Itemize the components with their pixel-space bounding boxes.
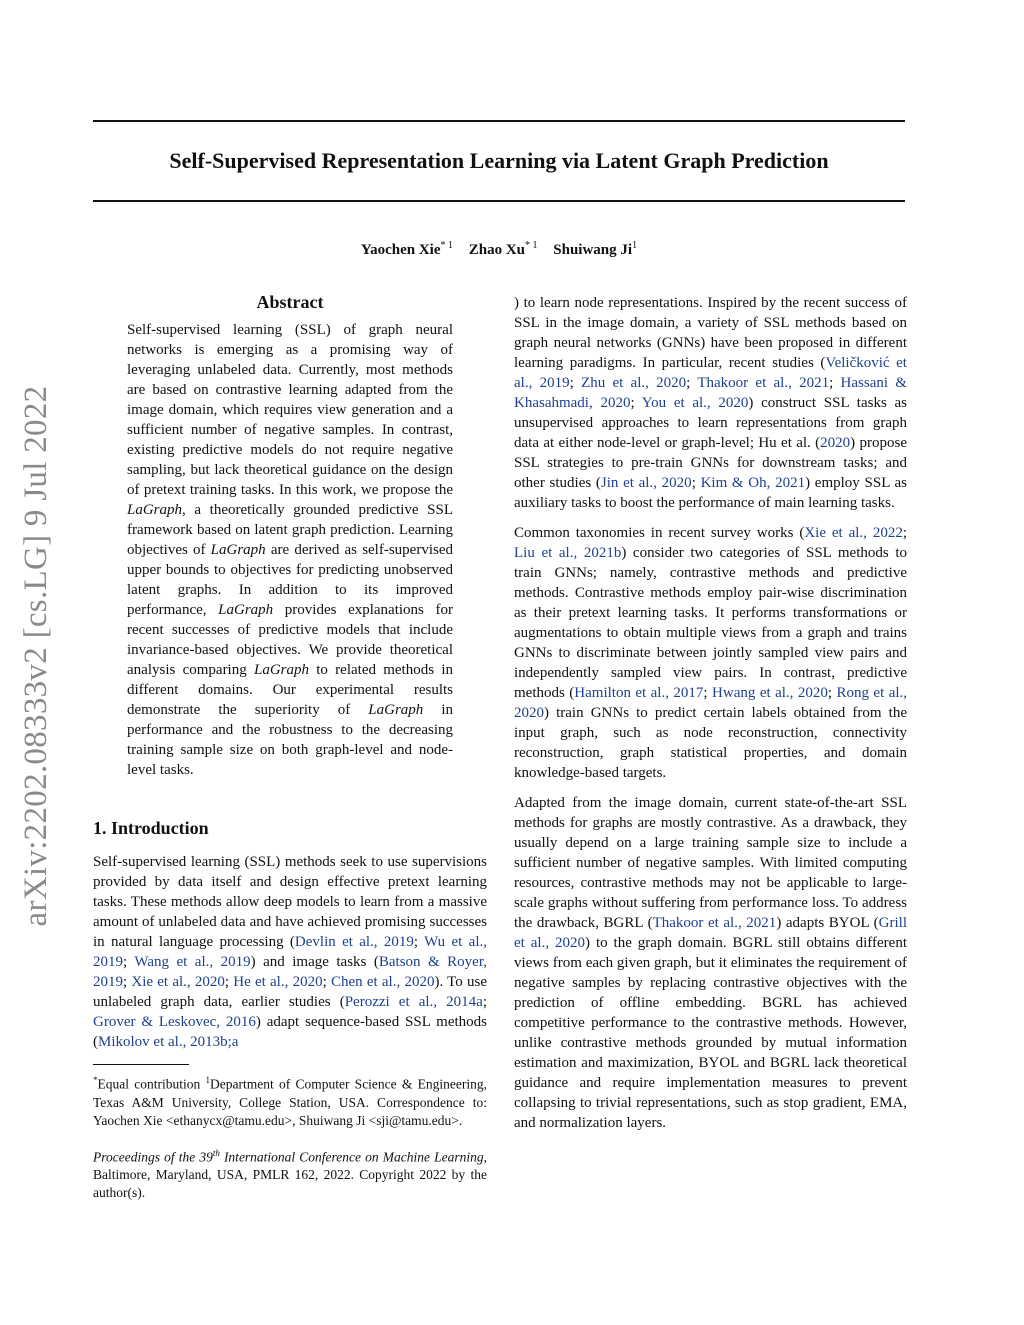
citation-link[interactable]: Devlin et al., 2019 (294, 934, 414, 950)
text-run: th (212, 1147, 220, 1158)
text-run: ) propose SSL strategies to pre-train GNNs for downstream tasks; and other studies ( (514, 435, 907, 491)
intro-paragraph-3 (514, 793, 907, 1133)
citation-link[interactable]: Kim & Oh, 2021 (700, 475, 806, 491)
section-heading-introduction: 1. Introduction (93, 818, 209, 838)
abstract-body (127, 320, 453, 780)
text-run: provides explanations for recent successes of predictive models that include invariance-based objectives. We provide theoretical analysis comparing (127, 602, 453, 678)
author-mark: * 1 (525, 240, 538, 251)
citation-link[interactable]: 2020 (820, 435, 851, 451)
author-list (93, 236, 905, 260)
text-run: ) to the graph domain. BGRL still obtains different views from each given graph, but it eliminates the requirement of negative samples by replacing contrastive objectives with the prediction of offline embedding. BGRL has achieved competitive performance to the contrastive methods. However, unlike contrastive methods grounded by mutual information estimation and maximization, BYOL and BGRL lack theoretical guidance and require implementation measures to prevent collapsing to trivial representations, such as stop gradient, EMA, and normalization layers. (514, 935, 907, 1131)
text-run: Department of Computer Science & Engineering, Texas A&M University, College Station, USA. Correspondence to: Yaochen Xie <ethanycx@tamu.edu>, Shuiwang Ji <sji@tamu.edu>. (93, 1076, 488, 1128)
citation-link[interactable]: Chen et al., 2020 (330, 974, 435, 990)
intro-paragraph-1-continued (514, 293, 907, 513)
citation-link[interactable]: Hassani & Khasahmadi, 2020 (514, 375, 907, 411)
text-run: ; (123, 974, 132, 990)
citation-link[interactable]: Wu et al., 2019 (93, 934, 487, 970)
text-run: ; (686, 375, 698, 391)
text-run: ; (569, 375, 582, 391)
author (553, 242, 637, 258)
text-run: Equal contribution (97, 1076, 206, 1092)
abstract-heading: Abstract (256, 292, 324, 312)
citation-link[interactable]: Liu et al., 2021b (514, 545, 622, 561)
author (469, 242, 538, 258)
arxiv-identifier-stamp: arXiv:2202.08333v2 [cs.LG] 9 Jul 2022 (18, 385, 54, 927)
text-run: ) adapts BYOL ( (776, 915, 879, 931)
author-name: Zhao Xu (468, 242, 526, 258)
right-column (514, 293, 907, 1133)
citation-link[interactable]: Zhu et al., 2020 (581, 375, 687, 391)
citation-link[interactable]: Thakoor et al., 2021 (697, 375, 830, 391)
citation-link[interactable]: You et al., 2020 (641, 395, 749, 411)
author (361, 242, 453, 258)
footnote-divider (93, 1064, 189, 1065)
text-run: are derived as self-supervised upper bounds to objectives for predicting unobserved latent graphs. In addition to its improved performance, (127, 542, 453, 618)
citation-link[interactable]: Jin et al., 2020 (600, 475, 692, 491)
text-run: ; (482, 994, 487, 1010)
proceedings-note (93, 1144, 487, 1203)
method-name: LaGraph (368, 702, 424, 718)
text-run: , Baltimore, Maryland, USA, PMLR 162, 2022. Copyright 2022 by the author(s). (93, 1149, 487, 1200)
citation-link[interactable]: Grill et al., 2020 (514, 915, 907, 951)
paper-title: Self-Supervised Representation Learning via Latent Graph Prediction (169, 148, 829, 173)
title-rule-top (93, 120, 905, 122)
text-run: ) to learn node representations. Inspired by the recent success of SSL in the image domain, a variety of SSL methods based on graph neural networks (GNNs) have been proposed in different learning paradigms. In particular, recent studies ( (514, 295, 907, 371)
citation-link[interactable]: Hamilton et al., 2017 (574, 685, 704, 701)
text-run: International Conference on Machine Learning (219, 1149, 484, 1164)
text-run: ) construct SSL tasks as unsupervised approaches to learn representations from graph data at either node-level or graph-level; Hu et al. ( (514, 395, 908, 451)
text-run: 39 (199, 1149, 213, 1164)
text-run: Common taxonomies in recent survey works ( (514, 525, 805, 541)
author-name: Yaochen Xie (360, 242, 441, 258)
footnote-affiliations (93, 1071, 487, 1130)
citation-link[interactable]: Hwang et al., 2020 (712, 685, 828, 701)
text-run: ) and image tasks ( (250, 954, 379, 970)
citation-link[interactable]: Batson & Royer, 2019 (93, 954, 487, 990)
text-run: ; (123, 954, 135, 970)
author-name: Shuiwang Ji (553, 242, 633, 258)
text-run: ; (703, 685, 713, 701)
text-run: Self-supervised learning (SSL) of graph neural networks is emerging as a promising way of leveraging unlabeled data. Currently, most methods are based on contrastive learning adapted from the image domain, which requires view generation and a sufficient number of negative samples. In contrast, existing predictive models do not require negative sampling, but lack theoretical guidance on the design of pretext training tasks. In this work, we propose the (127, 322, 453, 498)
method-name: LaGraph (253, 662, 309, 678)
text-run: in performance and the robustness to the decreasing training sample size on both graph-level and node-level tasks. (127, 702, 454, 778)
author-mark: 1 (632, 240, 638, 251)
left-column (93, 290, 487, 1202)
text-run: ; (413, 934, 425, 950)
method-name: LaGraph (210, 542, 266, 558)
text-run: ; (322, 974, 331, 990)
text-run: to related methods in different domains. Our experimental results demonstrate the superiority of (127, 662, 453, 718)
text-run: ; (630, 395, 642, 411)
text-run: , a theoretically grounded predictive SSL framework based on latent graph prediction. Learning objectives of (127, 502, 453, 558)
text-run: Proceedings of the (93, 1149, 200, 1164)
citation-link[interactable]: He et al., 2020 (233, 974, 323, 990)
text-run: ; (902, 525, 907, 541)
footnote-mark: 1 (205, 1075, 210, 1085)
footnote-mark: * (93, 1075, 98, 1085)
citation-link[interactable]: Mikolov et al., 2013b;a (98, 1034, 239, 1050)
citation-link[interactable]: Thakoor et al., 2021 (652, 915, 777, 931)
citation-link[interactable]: Wang et al., 2019 (134, 954, 251, 970)
author-mark: * 1 (440, 240, 453, 251)
citation-link[interactable]: Xie et al., 2020 (131, 974, 225, 990)
citation-link[interactable]: Grover & Leskovec, 2016 (93, 1014, 256, 1030)
text-run: ) adapt sequence-based SSL methods ( (93, 1014, 487, 1050)
method-name: LaGraph (218, 602, 274, 618)
citation-link[interactable]: Perozzi et al., 2014a (344, 994, 483, 1010)
intro-paragraph-2 (514, 523, 907, 783)
text-run: ; (829, 375, 841, 391)
text-run: ) employ SSL as auxiliary tasks to boost the performance of main learning tasks. (514, 475, 908, 511)
text-run: ) consider two categories of SSL methods to train GNNs; namely, contrastive methods and predictive methods. Contrastive methods employ pair-wise discrimination as their pretext learning tasks. It performs transformations or augmentations to obtain multiple views from a graph and trains GNNs to discriminate between jointly sampled view pairs and independently sampled view pairs. In contrast, predictive methods ( (514, 545, 907, 701)
text-run: ). To use unlabeled graph data, earlier studies ( (93, 974, 487, 1010)
text-run: ; (691, 475, 701, 491)
citation-link[interactable]: Rong et al., 2020 (514, 685, 908, 721)
text-run: ) train GNNs to predict certain labels obtained from the input graph, such as node reconstruction, connectivity reconstruction, graph statistical properties, and domain knowledge-based targets. (514, 705, 907, 781)
text-run: ; (224, 974, 234, 990)
citation-link[interactable]: Veličković et al., 2019 (514, 355, 907, 391)
text-run: Adapted from the image domain, current state-of-the-art SSL methods for graphs are mostly contrastive. As a drawback, they usually depend on a large training sample size to include a sufficient number of negative samples. With limited computing resources, contrastive methods may not be applicable to large-scale graphs without suffering from performance loss. To address the drawback, BGRL ( (514, 795, 907, 931)
intro-paragraph-1 (93, 852, 487, 1052)
text-run: ; (827, 685, 837, 701)
citation-link[interactable]: Xie et al., 2022 (804, 525, 903, 541)
method-name: LaGraph (127, 502, 183, 518)
text-run: Self-supervised learning (SSL) methods seek to use supervisions provided by data itself and design effective pretext learning tasks. These methods allow deep models to learn from a massive amount of unlabeled data and have achieved promising successes in natural language processing ( (93, 854, 487, 950)
title-rule-bottom (93, 200, 905, 202)
